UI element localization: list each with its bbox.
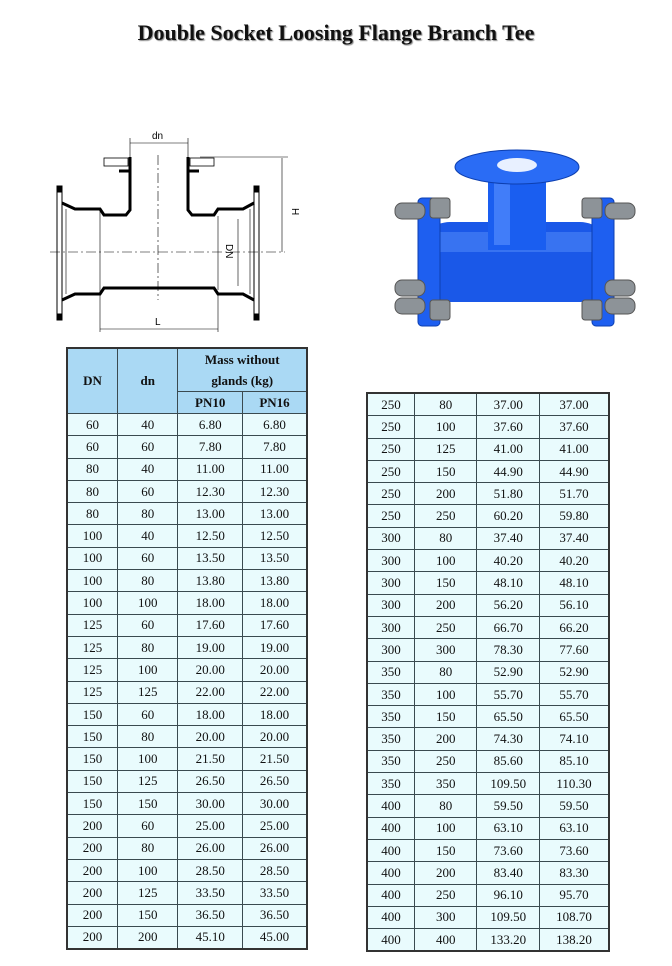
- table-row: [367, 728, 609, 750]
- cell-dn: 100: [415, 550, 477, 572]
- table-row: [367, 750, 609, 772]
- cell-DN: 400: [367, 929, 415, 952]
- cell-pn16: 13.50: [242, 547, 307, 569]
- table-row: [67, 458, 307, 480]
- cell-pn16: 83.30: [539, 862, 609, 884]
- table-row: [367, 527, 609, 549]
- cell-DN: 60: [67, 414, 118, 436]
- table-row: [67, 726, 307, 748]
- cell-pn10: 51.80: [477, 483, 540, 505]
- cell-DN: 150: [67, 703, 118, 725]
- cell-pn16: 22.00: [242, 681, 307, 703]
- cell-pn16: 52.90: [539, 661, 609, 683]
- cell-dn: 80: [118, 837, 178, 859]
- cell-dn: 80: [118, 503, 178, 525]
- cell-pn10: 63.10: [477, 817, 540, 839]
- cell-pn10: 44.90: [477, 460, 540, 482]
- cell-DN: 250: [367, 483, 415, 505]
- cell-dn: 250: [415, 884, 477, 906]
- product-render: [395, 150, 635, 326]
- cell-pn10: 37.60: [477, 416, 540, 438]
- table-row: [367, 817, 609, 839]
- cell-pn10: 96.10: [477, 884, 540, 906]
- table-row: [367, 594, 609, 616]
- header-mass-line2: glands (kg): [178, 370, 307, 392]
- table-row: [367, 460, 609, 482]
- cell-dn: 80: [118, 570, 178, 592]
- table-row: [67, 703, 307, 725]
- cell-pn16: 37.00: [539, 393, 609, 416]
- cell-DN: 300: [367, 527, 415, 549]
- table-row: [67, 525, 307, 547]
- table-row: [67, 748, 307, 770]
- cell-DN: 100: [67, 547, 118, 569]
- cell-dn: 80: [415, 661, 477, 683]
- table-row: [67, 592, 307, 614]
- cell-pn10: 74.30: [477, 728, 540, 750]
- cell-pn16: 85.10: [539, 750, 609, 772]
- cell-DN: 250: [367, 505, 415, 527]
- cell-pn16: 73.60: [539, 839, 609, 861]
- cell-dn: 250: [415, 616, 477, 638]
- cell-dn: 100: [118, 748, 178, 770]
- cell-pn10: 22.00: [178, 681, 243, 703]
- cell-pn16: 33.50: [242, 882, 307, 904]
- table-row: [67, 815, 307, 837]
- cell-dn: 100: [415, 416, 477, 438]
- cell-pn16: 13.80: [242, 570, 307, 592]
- cell-pn16: 77.60: [539, 639, 609, 661]
- table-row: [67, 770, 307, 792]
- cell-pn10: 12.30: [178, 480, 243, 502]
- table-row: [367, 483, 609, 505]
- cell-dn: 200: [118, 926, 178, 949]
- cell-pn10: 7.80: [178, 436, 243, 458]
- cell-DN: 200: [67, 837, 118, 859]
- cell-dn: 80: [118, 636, 178, 658]
- cell-pn10: 52.90: [477, 661, 540, 683]
- cell-pn16: 56.10: [539, 594, 609, 616]
- table-row: [367, 795, 609, 817]
- cell-dn: 125: [118, 770, 178, 792]
- mass-table-left: [66, 347, 308, 950]
- cell-pn10: 12.50: [178, 525, 243, 547]
- cell-pn10: 19.00: [178, 636, 243, 658]
- cell-DN: 200: [67, 904, 118, 926]
- dim-label-L: L: [155, 317, 161, 328]
- cell-dn: 200: [415, 594, 477, 616]
- cell-pn16: 36.50: [242, 904, 307, 926]
- table-row: [67, 547, 307, 569]
- cell-DN: 400: [367, 906, 415, 928]
- cell-dn: 100: [415, 683, 477, 705]
- table-row: [367, 929, 609, 952]
- cell-DN: 150: [67, 793, 118, 815]
- cell-dn: 250: [415, 750, 477, 772]
- cell-DN: 100: [67, 592, 118, 614]
- table-row: [367, 683, 609, 705]
- cell-pn16: 55.70: [539, 683, 609, 705]
- cell-pn16: 13.00: [242, 503, 307, 525]
- cell-dn: 125: [415, 438, 477, 460]
- cell-DN: 125: [67, 614, 118, 636]
- cell-pn16: 66.20: [539, 616, 609, 638]
- cell-dn: 150: [415, 706, 477, 728]
- cell-pn10: 66.70: [477, 616, 540, 638]
- table-row: [367, 438, 609, 460]
- cell-pn10: 109.50: [477, 906, 540, 928]
- cell-pn10: 13.50: [178, 547, 243, 569]
- header-pn10: PN10: [178, 392, 243, 414]
- cell-pn16: 138.20: [539, 929, 609, 952]
- table-row: [67, 793, 307, 815]
- table-row: [367, 416, 609, 438]
- cell-pn16: 74.10: [539, 728, 609, 750]
- cell-pn10: 83.40: [477, 862, 540, 884]
- table-row: [367, 906, 609, 928]
- cell-DN: 60: [67, 436, 118, 458]
- cell-pn10: 33.50: [178, 882, 243, 904]
- cell-dn: 125: [118, 681, 178, 703]
- cell-DN: 350: [367, 773, 415, 795]
- table-row: [367, 773, 609, 795]
- cell-DN: 125: [67, 659, 118, 681]
- table-row: [67, 570, 307, 592]
- cell-DN: 200: [67, 926, 118, 949]
- cell-pn10: 13.00: [178, 503, 243, 525]
- table-row: [67, 926, 307, 949]
- cell-dn: 350: [415, 773, 477, 795]
- cell-pn10: 60.20: [477, 505, 540, 527]
- cell-DN: 300: [367, 572, 415, 594]
- cell-pn10: 59.50: [477, 795, 540, 817]
- cell-dn: 40: [118, 525, 178, 547]
- table-row: [367, 572, 609, 594]
- cell-dn: 100: [118, 592, 178, 614]
- cell-DN: 125: [67, 636, 118, 658]
- cell-DN: 250: [367, 460, 415, 482]
- cell-pn16: 44.90: [539, 460, 609, 482]
- cell-pn10: 18.00: [178, 592, 243, 614]
- cell-DN: 80: [67, 480, 118, 502]
- cell-pn16: 6.80: [242, 414, 307, 436]
- cell-pn10: 17.60: [178, 614, 243, 636]
- cell-pn16: 21.50: [242, 748, 307, 770]
- cell-pn16: 41.00: [539, 438, 609, 460]
- cell-pn10: 56.20: [477, 594, 540, 616]
- cell-pn10: 85.60: [477, 750, 540, 772]
- cell-dn: 300: [415, 639, 477, 661]
- cell-DN: 125: [67, 681, 118, 703]
- cell-pn10: 78.30: [477, 639, 540, 661]
- cell-pn16: 28.50: [242, 859, 307, 881]
- cell-pn16: 18.00: [242, 703, 307, 725]
- cell-pn16: 59.50: [539, 795, 609, 817]
- cell-dn: 100: [415, 817, 477, 839]
- cell-DN: 100: [67, 570, 118, 592]
- cell-dn: 60: [118, 480, 178, 502]
- dim-label-dn: dn: [152, 131, 164, 142]
- cell-DN: 250: [367, 393, 415, 416]
- cell-pn10: 36.50: [178, 904, 243, 926]
- cell-pn10: 21.50: [178, 748, 243, 770]
- cell-dn: 100: [118, 659, 178, 681]
- cell-DN: 350: [367, 750, 415, 772]
- cell-DN: 400: [367, 817, 415, 839]
- table-row: [67, 636, 307, 658]
- cell-DN: 150: [67, 726, 118, 748]
- cell-DN: 80: [67, 458, 118, 480]
- cell-pn10: 25.00: [178, 815, 243, 837]
- mass-table-right: [366, 392, 610, 952]
- cell-dn: 125: [118, 882, 178, 904]
- cell-pn16: 19.00: [242, 636, 307, 658]
- cell-DN: 400: [367, 795, 415, 817]
- cell-DN: 400: [367, 862, 415, 884]
- table-row: [367, 661, 609, 683]
- table-row: [67, 659, 307, 681]
- table-row: [367, 616, 609, 638]
- cell-dn: 100: [118, 859, 178, 881]
- cell-pn16: 26.00: [242, 837, 307, 859]
- table-row: [67, 480, 307, 502]
- cell-pn10: 6.80: [178, 414, 243, 436]
- cell-pn16: 17.60: [242, 614, 307, 636]
- cell-dn: 80: [415, 795, 477, 817]
- table-row: [67, 436, 307, 458]
- cell-DN: 300: [367, 594, 415, 616]
- cell-pn10: 20.00: [178, 726, 243, 748]
- cell-pn16: 37.60: [539, 416, 609, 438]
- cell-DN: 80: [67, 503, 118, 525]
- header-mass-line1: Mass without: [178, 348, 307, 370]
- dim-label-H: H: [289, 208, 300, 216]
- cell-pn16: 12.50: [242, 525, 307, 547]
- cell-dn: 200: [415, 862, 477, 884]
- cell-pn10: 65.50: [477, 706, 540, 728]
- cell-dn: 60: [118, 614, 178, 636]
- cell-pn16: 95.70: [539, 884, 609, 906]
- table-row: [67, 414, 307, 436]
- cell-pn10: 45.10: [178, 926, 243, 949]
- cell-dn: 80: [415, 527, 477, 549]
- cell-pn16: 40.20: [539, 550, 609, 572]
- cell-pn10: 41.00: [477, 438, 540, 460]
- cell-DN: 150: [67, 770, 118, 792]
- cell-pn10: 11.00: [178, 458, 243, 480]
- cell-pn16: 59.80: [539, 505, 609, 527]
- cell-pn10: 73.60: [477, 839, 540, 861]
- cell-pn16: 110.30: [539, 773, 609, 795]
- cell-DN: 350: [367, 706, 415, 728]
- table-row: [67, 904, 307, 926]
- cell-pn10: 55.70: [477, 683, 540, 705]
- cell-pn16: 12.30: [242, 480, 307, 502]
- cell-pn16: 18.00: [242, 592, 307, 614]
- table-row: [367, 393, 609, 416]
- cell-dn: 250: [415, 505, 477, 527]
- cell-pn16: 51.70: [539, 483, 609, 505]
- cell-dn: 60: [118, 436, 178, 458]
- header-dn: dn: [118, 348, 178, 414]
- cell-DN: 250: [367, 438, 415, 460]
- cell-pn16: 20.00: [242, 726, 307, 748]
- cell-dn: 200: [415, 728, 477, 750]
- cell-DN: 350: [367, 661, 415, 683]
- table-row: [367, 639, 609, 661]
- cell-dn: 80: [415, 393, 477, 416]
- cell-pn10: 109.50: [477, 773, 540, 795]
- cell-pn10: 18.00: [178, 703, 243, 725]
- cell-dn: 40: [118, 458, 178, 480]
- cell-pn16: 11.00: [242, 458, 307, 480]
- cell-dn: 300: [415, 906, 477, 928]
- table-row: [367, 550, 609, 572]
- cell-pn10: 28.50: [178, 859, 243, 881]
- table-row: [67, 503, 307, 525]
- cell-pn10: 37.40: [477, 527, 540, 549]
- cell-pn10: 26.00: [178, 837, 243, 859]
- cell-pn10: 133.20: [477, 929, 540, 952]
- cell-DN: 100: [67, 525, 118, 547]
- cell-pn16: 26.50: [242, 770, 307, 792]
- cell-DN: 300: [367, 550, 415, 572]
- cell-pn10: 26.50: [178, 770, 243, 792]
- cell-DN: 350: [367, 728, 415, 750]
- table-row: [67, 837, 307, 859]
- table-row: [67, 859, 307, 881]
- cell-pn10: 20.00: [178, 659, 243, 681]
- cell-pn16: 20.00: [242, 659, 307, 681]
- cell-pn16: 108.70: [539, 906, 609, 928]
- cell-pn16: 25.00: [242, 815, 307, 837]
- cell-dn: 400: [415, 929, 477, 952]
- cell-dn: 150: [415, 572, 477, 594]
- cell-DN: 150: [67, 748, 118, 770]
- table-row: [367, 706, 609, 728]
- header-pn16: PN16: [242, 392, 307, 414]
- table-row: [367, 505, 609, 527]
- table-row: [367, 839, 609, 861]
- cell-dn: 40: [118, 414, 178, 436]
- cell-DN: 300: [367, 639, 415, 661]
- dim-label-DN: DN: [223, 244, 234, 259]
- cell-dn: 150: [118, 904, 178, 926]
- cell-DN: 350: [367, 683, 415, 705]
- cell-dn: 60: [118, 703, 178, 725]
- cell-dn: 60: [118, 815, 178, 837]
- cell-dn: 150: [118, 793, 178, 815]
- table-row: [367, 862, 609, 884]
- cell-pn16: 63.10: [539, 817, 609, 839]
- cell-dn: 200: [415, 483, 477, 505]
- table-row: [67, 882, 307, 904]
- cell-pn16: 7.80: [242, 436, 307, 458]
- cell-pn10: 40.20: [477, 550, 540, 572]
- cell-DN: 400: [367, 839, 415, 861]
- cell-DN: 400: [367, 884, 415, 906]
- cell-pn10: 30.00: [178, 793, 243, 815]
- cell-DN: 200: [67, 815, 118, 837]
- cell-dn: 80: [118, 726, 178, 748]
- cell-pn16: 65.50: [539, 706, 609, 728]
- table-row: [367, 884, 609, 906]
- table-row: [67, 681, 307, 703]
- page-title: Double Socket Loosing Flange Branch Tee: [137, 20, 535, 45]
- header-DN: DN: [67, 348, 118, 414]
- cell-pn16: 37.40: [539, 527, 609, 549]
- cell-DN: 250: [367, 416, 415, 438]
- cell-dn: 60: [118, 547, 178, 569]
- cell-pn16: 45.00: [242, 926, 307, 949]
- cell-pn16: 30.00: [242, 793, 307, 815]
- cell-dn: 150: [415, 460, 477, 482]
- cell-DN: 300: [367, 616, 415, 638]
- cell-dn: 150: [415, 839, 477, 861]
- cell-pn10: 48.10: [477, 572, 540, 594]
- cell-DN: 200: [67, 859, 118, 881]
- cell-pn10: 37.00: [477, 393, 540, 416]
- cell-DN: 200: [67, 882, 118, 904]
- cell-pn10: 13.80: [178, 570, 243, 592]
- table-row: [67, 614, 307, 636]
- cell-pn16: 48.10: [539, 572, 609, 594]
